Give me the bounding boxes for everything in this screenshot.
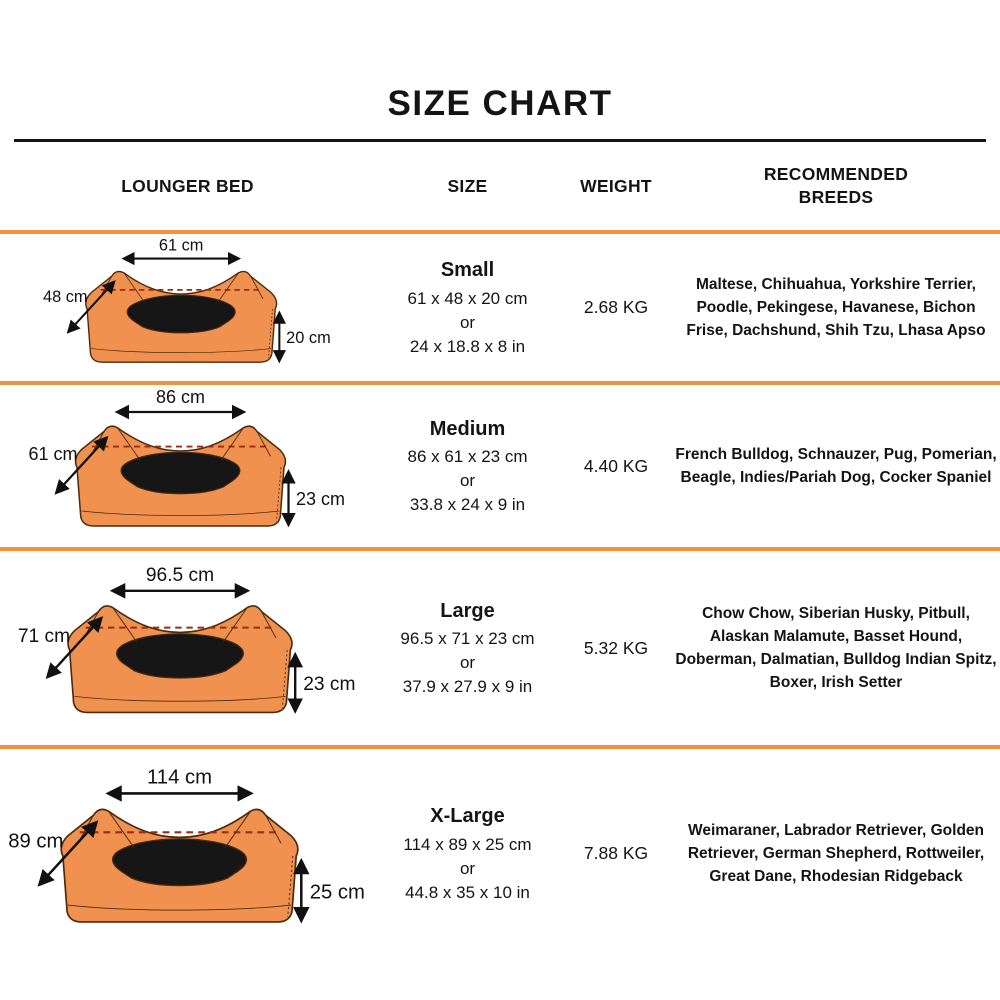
size-row: [0, 547, 1000, 745]
or-text: or: [459, 312, 476, 332]
bed-width-label: 96.5 cm: [145, 565, 214, 587]
bed-illustration-cell: [0, 562, 375, 734]
weight-value: 2.68 KG: [583, 297, 649, 317]
page-title: SIZE CHART: [387, 84, 613, 123]
lounger-bed-illustration: [12, 562, 364, 734]
size-row: [0, 745, 1000, 958]
size-cell: [375, 597, 560, 700]
bed-height-label: 20 cm: [285, 329, 331, 348]
bed-depth-label: 48 cm: [42, 288, 88, 307]
bed-width-label: 86 cm: [155, 387, 205, 408]
size-dimensions-in: 33.8 x 24 x 9 in: [409, 495, 526, 515]
bed-depth-label: 61 cm: [27, 444, 78, 465]
or-text: or: [459, 653, 476, 673]
weight-value: 7.88 KG: [583, 843, 649, 863]
weight-value: 5.32 KG: [583, 637, 649, 658]
breeds-list: French Bulldog, Schnauzer, Pug, Pomerian, Beagle, Indies/Pariah Dog, Cocker Spaniel: [675, 445, 997, 486]
bed-depth-label: 71 cm: [17, 626, 70, 647]
size-cell: [375, 415, 560, 518]
bed-width-label: 114 cm: [146, 765, 212, 788]
bed-illustration-cell: [0, 385, 375, 546]
breeds-list: Weimaraner, Labrador Retriever, Golden Retriever, German Shepherd, Rottweiler, Great Dane, Rhodesian Ridgeback: [687, 821, 985, 886]
size-dimensions-cm: 86 x 61 x 23 cm: [407, 447, 528, 466]
bed-height-label: 25 cm: [309, 880, 365, 903]
size-dimensions-cm: 114 x 89 x 25 cm: [403, 834, 532, 854]
size-name: Large: [440, 599, 495, 622]
size-dimensions-in: 44.8 x 35 x 10 in: [405, 882, 530, 902]
bed-depth-label: 89 cm: [7, 830, 63, 853]
or-text: or: [459, 471, 476, 491]
size-name: Small: [440, 259, 495, 282]
weight-value: 4.40 KG: [583, 455, 649, 476]
size-cell: [375, 256, 560, 359]
or-text: or: [459, 858, 476, 878]
breeds-list: Chow Chow, Siberian Husky, Pitbull, Alaskan Malamute, Basset Hound, Doberman, Dalmatian, Bulldog Indian Spitz, Boxer, Irish Setter: [675, 604, 997, 692]
size-dimensions-cm: 96.5 x 71 x 23 cm: [400, 629, 535, 648]
bed-height-label: 23 cm: [295, 489, 345, 510]
column-header-weight: WEIGHT: [580, 175, 652, 196]
bed-illustration-cell: [0, 234, 375, 381]
bed-width-label: 61 cm: [158, 236, 203, 255]
bed-illustration-cell: [0, 763, 375, 945]
lounger-bed-illustration: [2, 763, 374, 945]
size-row: [0, 381, 1000, 547]
size-row: [0, 230, 1000, 381]
size-dimensions-cm: 61 x 48 x 20 cm: [407, 288, 528, 308]
lounger-bed-illustration: [23, 385, 353, 546]
size-dimensions-in: 37.9 x 27.9 x 9 in: [402, 677, 533, 697]
size-name: X-Large: [430, 805, 505, 828]
table-header-row: [0, 142, 1000, 230]
breeds-list: Maltese, Chihuahua, Yorkshire Terrier, Poodle, Pekingese, Havanese, Bichon Frise, Dachshund, Shih Tzu, Lhasa Apso: [686, 275, 986, 340]
size-dimensions-in: 24 x 18.8 x 8 in: [409, 336, 526, 356]
column-header-lounger-bed: LOUNGER BED: [121, 175, 254, 196]
lounger-bed-illustration: [38, 234, 338, 381]
size-name: Medium: [429, 417, 506, 440]
bed-height-label: 23 cm: [302, 674, 355, 695]
column-header-recommended-breeds: RECOMMENDED BREEDS: [763, 164, 909, 207]
column-header-size: SIZE: [447, 175, 488, 196]
size-cell: [375, 802, 560, 905]
